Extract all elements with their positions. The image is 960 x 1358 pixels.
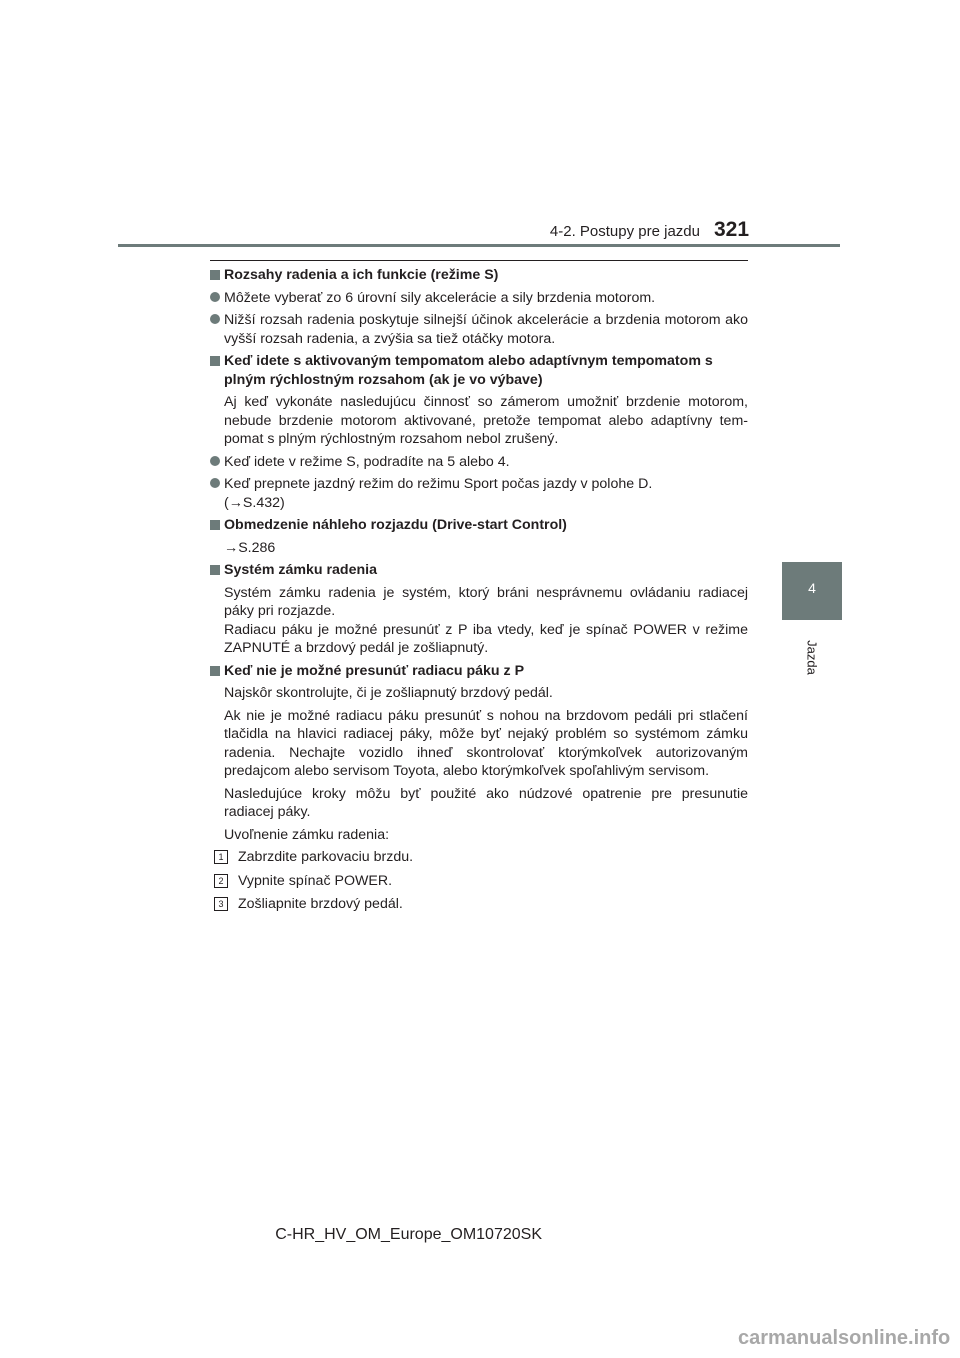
section-heading xyxy=(210,352,748,389)
bullet-item xyxy=(210,453,748,472)
page-reference-link[interactable]: →S.286 xyxy=(224,539,276,556)
section-heading xyxy=(210,266,748,285)
square-bullet-icon xyxy=(210,666,220,676)
bullet-text: Keď prepnete jazdný režim do režimu Sport počas jazdy v polohe D. xyxy=(224,476,653,492)
square-bullet-icon xyxy=(210,356,220,366)
step-item xyxy=(210,848,748,867)
heading-text: Obmedzenie náhleho rozjazdu (Drive-start Control) xyxy=(224,517,567,533)
step-item xyxy=(210,872,748,891)
paragraph: Systém zámku radenia je systém, ktorý bráni nesprávnemu ovládaniu radiacej páky pri rozjazde. xyxy=(224,584,748,619)
circle-bullet-icon xyxy=(210,478,220,488)
page-body xyxy=(210,266,748,919)
page-number: 321 xyxy=(714,218,750,241)
document-id: C-HR_HV_OM_Europe_OM10720SK xyxy=(275,1226,542,1243)
circle-bullet-icon xyxy=(210,314,220,324)
heading-text: Keď idete s aktivovaným tempomatom alebo adaptívnym tempomatom s plným rýchlostným rozsahom (ak je vo výbave) xyxy=(224,353,713,388)
chapter-tab[interactable] xyxy=(782,562,842,620)
section-heading xyxy=(210,516,748,535)
step-item xyxy=(210,895,748,914)
heading-text: Rozsahy radenia a ich funkcie (režime S) xyxy=(224,267,499,283)
square-bullet-icon xyxy=(210,520,220,530)
bullet-item xyxy=(210,311,748,348)
step-text: Zošliapnite brzdový pedál. xyxy=(238,896,403,912)
step-number-badge: 3 xyxy=(214,897,228,911)
square-bullet-icon xyxy=(210,565,220,575)
section-heading xyxy=(210,561,748,580)
paragraph: Najskôr skontrolujte, či je zošliapnutý brzdový pedál. xyxy=(224,685,553,701)
bullet-text: Keď idete v režime S, podradíte na 5 alebo 4. xyxy=(224,453,510,470)
square-bullet-icon xyxy=(210,270,220,280)
step-text: Zabrzdite parkovaciu brzdu. xyxy=(238,849,414,865)
heading-text: Keď nie je možné presunúť radiacu páku z P xyxy=(224,662,525,679)
heading-text: Systém zámku radenia xyxy=(224,562,377,578)
bullet-text: Môžete vyberať zo 6 úrovní sily akcelerácie a sily brzdenia motorom. xyxy=(224,289,656,306)
watermark[interactable]: carmanualsonline.info xyxy=(738,1327,951,1349)
paragraph: Radiacu páku je možné presunúť z P iba vtedy, keď je spínač POWER v režime ZAPNUTÉ a brzdový pedál je zošliapnutý. xyxy=(224,621,748,656)
circle-bullet-icon xyxy=(210,456,220,466)
bullet-item xyxy=(210,475,748,512)
step-text: Vypnite spínač POWER. xyxy=(238,872,393,889)
bullet-text: Nižší rozsah radenia poskytuje silnejší účinok akcelerácie a brzdenia motorom ako vyšší rozsah radenia, a zvýšia sa tiež otáčky motora. xyxy=(224,312,748,347)
chapter-label: Jazda xyxy=(804,640,820,675)
circle-bullet-icon xyxy=(210,292,220,302)
paragraph: Ak nie je možné radiacu páku presunúť s nohou na brzdovom pedáli pri stlačení tlačidla na hlavici radiacej páky, môže byť nejaký problém so systémom zámku radenia. Nechajte vozidlo ihneď skontrolovať ktorýmkoľvek autorizovaným predajcom alebo servisom Toyota, alebo ktorýmkoľvek spoľahlivým servisom. xyxy=(224,707,748,779)
paragraph: Uvoľnenie zámku radenia: xyxy=(224,826,390,843)
bullet-item xyxy=(210,289,748,308)
step-number-badge: 2 xyxy=(214,874,228,888)
section-title: 4-2. Postupy pre jazdu xyxy=(549,223,700,240)
paragraph: Aj keď vykonáte nasledujúcu činnosť so zámerom umožniť brzdenie motorom, nebude brzdenie motorom aktivované, pretože tempomat alebo adaptívny tem-pomat s plným rýchlostným rozsahom nebol zrušený. xyxy=(224,394,748,447)
page-reference-link[interactable]: (→S.432) xyxy=(224,494,285,511)
section-heading xyxy=(210,662,748,681)
step-number-badge: 1 xyxy=(214,850,228,864)
content-divider xyxy=(210,260,748,261)
paragraph: Nasledujúce kroky môžu byť použité ako núdzové opatrenie pre presunutie radiacej páky. xyxy=(224,785,748,820)
chapter-number: 4 xyxy=(808,580,816,596)
header-divider xyxy=(118,244,840,247)
